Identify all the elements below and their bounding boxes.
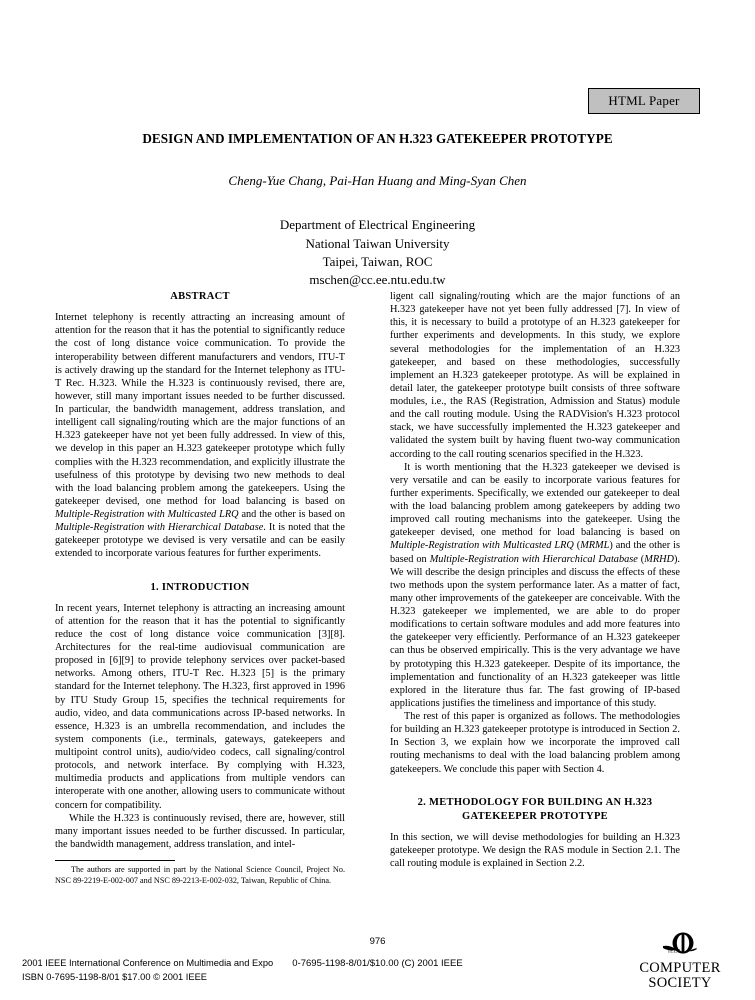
- right-column: [390, 290, 680, 870]
- page-title: DESIGN AND IMPLEMENTATION OF AN H.323 GATEKEEPER PROTOTYPE: [142, 131, 613, 146]
- right-paragraph-1: ligent call signaling/routing which are the major functions of an H.323 gatekeeper have not yet been fully addressed [7]. In view of this, it is necessary to build a prototype of an H.323 gatekeeper for further experiments and developments. In this study, we explore several methodologies for the implementation of an H.323 gatekeeper, and based on these methodologies, successfully implement an H.323 gatekeeper prototype. As will be explained in detail later, the gatekeeper prototype built consists of three software modules, i.e., the RAS (Registration, Admission and Status) module and the call routing module. Using the RADVision's H.323 protocol stack, we have successfully implemented the H.323 gatekeeper and validated the system built by having fluent two-way communication according to the call routing scenarios specified in the H.323.: [390, 291, 680, 460]
- page-footer: [0, 930, 755, 1000]
- abstract-text-1: Internet telephony is recently attracting an increasing amount of attention for the reason that it has the potential to significantly reduce the cost of long distance voice communication. To provide the interoperability between different manufacturers and vendors, ITU-T is actively drawing up the standard for the Internet telephony as ITU-T Rec. H.323. While the H.323 is continuously revised, there are, however, still many important issues needed to be further discussed. In particular, the bandwidth management, address translation, and intelligent call signaling/routing which are the major functions of an H.323 gatekeeper have not yet been fully addressed. In view of this, we develop in this paper an H.323 gatekeeper prototype which fully complies with the H.323 recommendation, and explicitly illustrate the usefulness of this prototype by devising two new methods to deal with the load balancing problem among the gatekeepers. Using the gatekeeper devised, one method for load balancing is based on: [55, 312, 345, 507]
- right-text-2: ). We will describe the design principles and discuss the effects of these two methods upon the system performance later. As a matter of fact, many other improvements of the gatekeeper are conceivable. With the H.323 gatekeeper we implemented, we are able to do proper modifications to certain software modules and add more features into the gatekeeper very efficiently. Performance of an H.323 gatekeeper can thus be observed empirically. This is the very advantage we have by prototyping this H.323 gatekeeper. Despite of its importance, the implementation and functionality of an H.323 gatekeeper was little explored in the literature thus far. The fast growing of IP-based applications justifies the timeliness and importance of this study.: [390, 553, 681, 709]
- title-block: [55, 130, 700, 290]
- section-2-heading: [390, 796, 680, 824]
- authors-line: Cheng-Yue Chang, Pai-Han Huang and Ming-Syan Chen: [228, 173, 527, 189]
- introduction-heading: 1. INTRODUCTION: [150, 581, 250, 593]
- right-text-mid-3: (: [637, 553, 645, 565]
- section-2-heading-line-1: 2. METHODOLOGY FOR BUILDING AN H.323: [417, 796, 653, 808]
- right-italic-mrml-full: Multiple-Registration with Multicasted LRQ: [390, 540, 574, 552]
- html-paper-badge[interactable]: HTML Paper: [588, 88, 700, 114]
- right-paragraph-3: The rest of this paper is organized as follows. The methodologies for building an H.323 gatekeeper prototype is introduced in Section 2. In Section 3, we explain how we incorporate the improved call routing mechanisms to deal with the load balancing problem among gatekeepers. We conclude this paper with Section 4.: [390, 711, 680, 775]
- affiliation-department: Department of Electrical Engineering: [279, 217, 476, 233]
- conference-name: 2001 IEEE International Conference on Multimedia and Expo: [22, 958, 274, 968]
- page-number: 976: [369, 936, 386, 947]
- abstract-italic-mrhd: Multiple-Registration with Hierarchical Database: [55, 522, 264, 534]
- introduction-paragraph-2: While the H.323 is continuously revised, there are, however, still many important issues needed to be further discussed. In particular, the bandwidth management, address translation, and intel-: [55, 812, 345, 850]
- logo-wordmark: [625, 961, 735, 991]
- abstract-text-3: . It is noted that the gatekeeper prototype we devised is very versatile and can be easily extended to incorporate various features for further experiments.: [55, 522, 346, 560]
- left-column: [55, 290, 345, 887]
- right-text-mid-2: ) and the other is based on: [390, 540, 680, 565]
- right-text-mid-1: (: [573, 540, 581, 552]
- footnote-text: The authors are supported in part by the National Science Council, Project No. NSC 89-2219-E-002-007 and NSC 89-2213-E-002-032, Taiwan, Republic of China.: [55, 865, 345, 885]
- section-2-paragraph: In this section, we will devise methodologies for building an H.323 gatekeeper prototype. We design the RAS module in Section 2.1. The call routing module is explained in Section 2.2.: [390, 831, 680, 870]
- introduction-paragraph-1: In recent years, Internet telephony is attracting an increasing amount of attention for the reason that it has the potential to significantly reduce the cost of long distance voice communication [3][8]. Architectures for the real-time audiovisual communication are proposed in [6][9] to provide telephony services over packet-based networks. Among others, ITU-T Rec. H.323 [5] is the primary standard for the Internet telephony. The H.323, first approved in 1996 by ITU Study Group 15, specifies the technical requirements for audio, video, and data communications across IP-based networks. In essence, H.323 is an umbrella recommendation, and includes the system components (i.e., terminals, gateways, gatekeepers and multipoint control units), audio/video codecs, call signaling/control protocols, and network interface. By complying with H.323, multimedia products and applications from multiple vendors can interoperate with one another, allowing users to communicate without concern for compatibility.: [55, 602, 345, 811]
- affiliation-email: mschen@cc.ee.ntu.edu.tw: [309, 272, 446, 288]
- footnote-divider: [55, 860, 175, 861]
- right-italic-mrhd-full: Multiple-Registration with Hierarchical Database: [429, 553, 638, 565]
- abstract-italic-mrml: Multiple-Registration with Multicasted LRQ: [55, 509, 239, 521]
- abstract-paragraph: [55, 311, 345, 560]
- ieee-emblem-icon: [625, 932, 735, 962]
- section-2-heading-line-2: GATEKEEPER PROTOTYPE: [462, 810, 608, 822]
- right-text-1: It is worth mentioning that the H.323 gatekeeper we devised is very versatile and can be easily to incorporate various features for further experiments. Specifically, we extended our gatekeeper to deal with the load balancing problem among gatekeepers by adding two improved call routing mechanisms into the gatekeeper. Using the gatekeeper devised, one method for load balancing is based on: [390, 461, 680, 539]
- html-paper-badge-container: [588, 88, 700, 114]
- conference-isbn: ISBN 0-7695-1198-8/01 $17.00 © 2001 IEEE: [22, 972, 207, 983]
- svg-text:IEEE: IEEE: [668, 948, 681, 955]
- right-italic-mrhd-abbr: MRHD: [644, 553, 674, 565]
- affiliation-location: Taipei, Taiwan, ROC: [322, 253, 433, 269]
- affiliation-university: National Taiwan University: [305, 235, 450, 251]
- logo-line-computer: COMPUTER: [639, 960, 721, 976]
- ieee-computer-society-logo: [625, 932, 735, 991]
- abstract-heading: ABSTRACT: [170, 291, 230, 302]
- right-italic-mrml-abbr: MRML: [580, 540, 610, 552]
- copyright-line: 0-7695-1198-8/01/$10.00 (C) 2001 IEEE: [292, 958, 463, 969]
- abstract-text-2: and the other is based on: [238, 509, 345, 521]
- right-paragraph-2: [390, 461, 680, 710]
- logo-line-society: SOCIETY: [648, 974, 712, 991]
- affiliation-block: [55, 216, 700, 290]
